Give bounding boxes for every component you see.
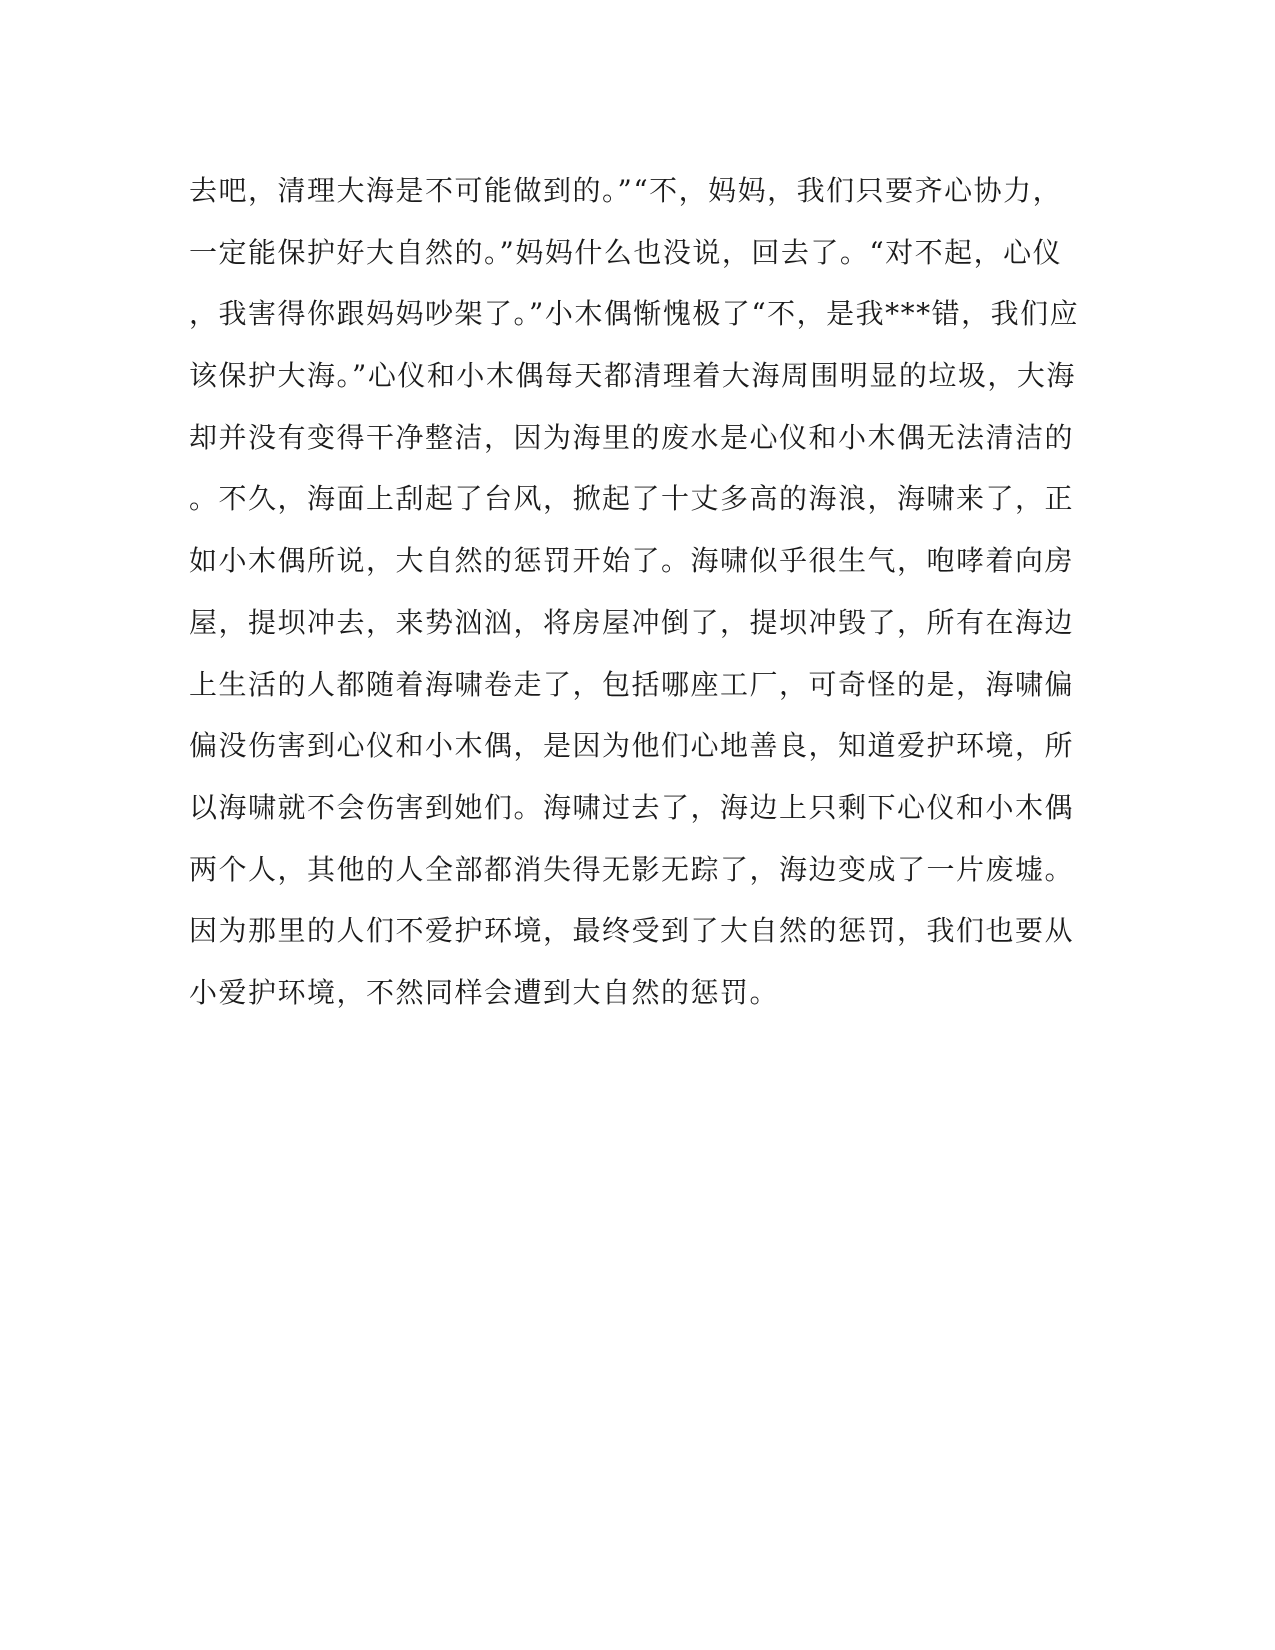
text-line-14: 小爱护环境，不然同样会遭到大自然的惩罚。 [189, 975, 780, 1009]
text-line-7: 如小木偶所说，大自然的惩罚开始了。海啸似乎很生气，咆哮着向房 [189, 544, 1075, 578]
text-line-5: 却并没有变得干净整洁，因为海里的废水是心仪和小木偶无法清洁的 [189, 420, 1075, 454]
text-line-10: 偏没伤害到心仪和小木偶，是因为他们心地善良，知道爱护环境，所 [189, 729, 1075, 763]
text-line-13: 因为那里的人们不爱护环境，最终受到了大自然的惩罚，我们也要从 [189, 914, 1075, 948]
text-line-11: 以海啸就不会伤害到她们。海啸过去了，海边上只剩下心仪和小木偶 [189, 790, 1075, 824]
text-line-4: 该保护大海。”心仪和小木偶每天都清理着大海周围明显的垃圾，大海 [189, 359, 1076, 393]
story-paragraph [189, 160, 1089, 1024]
text-line-3: ，我害得你跟妈妈吵架了。”小木偶惭愧极了“不，是我***错，我们应 [189, 297, 1080, 331]
text-line-1: 去吧，清理大海是不可能做到的。”“不，妈妈，我们只要齐心协力， [189, 174, 1063, 207]
text-line-8: 屋，提坝冲去，来势汹汹，将房屋冲倒了，提坝冲毁了，所有在海边 [189, 605, 1075, 639]
text-line-12: 两个人，其他的人全部都消失得无影无踪了，海边变成了一片废墟。 [189, 852, 1075, 886]
text-line-9: 上生活的人都随着海啸卷走了，包括哪座工厂，可奇怪的是，海啸偏 [189, 667, 1075, 701]
text-line-2: 一定能保护好大自然的。”妈妈什么也没说，回去了。“对不起，心仪 [189, 235, 1063, 269]
text-line-6: 。不久，海面上刮起了台风，掀起了十丈多高的海浪，海啸来了，正 [189, 482, 1075, 516]
